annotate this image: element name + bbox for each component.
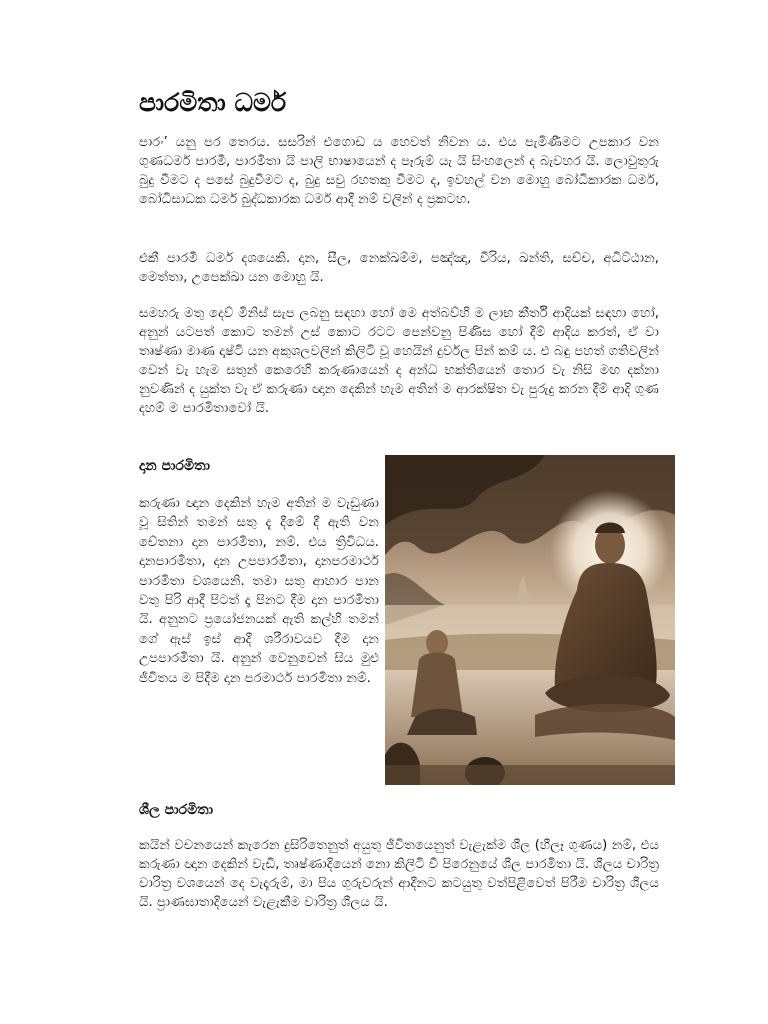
sila-heading: ශීල පාරමිතා — [139, 802, 214, 818]
pure-merit-paragraph: සමහරු මතු දෙව් මිනිස් සැප ලබනු සඳහා හෝ මෙ අත්බව්හි ම ලාභ කීර්ති ආදියක් සඳහා හෝ, අනුන් යටපත් කොට තමන් උස් කොට රටට පෙන්වනු පිණිස හෝ දීම් ආදිය කරත්, ඒ වා තෘෂ්ණා මාණ දෘෂ්ටි යන අකුශලවලින් කිලිටි වූ හෙයින් දුර්වල පින් කම් ය. එ බඳු පහත් ගතිවලින් වෙන් වැ හැම සතුන් කෙරෙහි කරුණායෙන් ද අන්ධ භක්තියෙන් තොර වැ නිසි මඟ දක්නා නුවණින් ද යුක්ත වැ ඒ කරුණා ඥාන දෙකින් හැම අතින් ම ආරක්ෂිත වැ පුරුදු කරන දීම් ආදි ගුණ දහම් ම පාරමිතාවෝ යි. — [139, 306, 659, 416]
buddha-illustration — [385, 455, 675, 785]
ten-paramitas-paragraph: එකී පාරමී ධර්ම දශයෙකි. දාන, සීල, නෙක්ඛම්ම, පඤ්ඤා, වීරිය, ඛන්ති, සච්ච, අධිට්ඨාන, මෙත්තා, උපෙක්ඛා යන මොහු යි. — [139, 251, 659, 285]
sila-paragraph: කයින් වචනයෙන් කැරෙන දුසිරිතෙනුත් අයුතු ජීවිතයෙනුත් වැළැක්ම ශීල (හීලෑ ගුණය) නම්, එය කරුණා ඥාන දෙකින් වැඩි, තෘෂ්ණාදියෙන් නො කිලිටි වී පිරෙනුයේ ශීල පාරමිතා යි. ශීලය චාරිත්‍ර වාරිත්‍ර වශයෙන් දෙ වැදෑරුම්, මා පිය ගුරුවරුන් ආදීනට කටයුතු වත්පිළිවෙත් පිරීම චාරිත්‍ර ශීලය යි. ප්‍රාණඝාතාදියෙන් වැළැකීම වාරිත්‍ර ශීලය යි. — [139, 838, 659, 910]
dana-heading: දාන පාරමිතා — [139, 458, 211, 474]
dana-paragraph: කරුණා ඥාන දෙකින් හැම අතින් ම වැඩුණා වූ සිතින් තමන් සතු දැ දීමේ දී ඇති වන චේතනා දාන පාරමිතා, නම්. එය ත්‍රිවිධය. දානපාරමිතා, දාන උපපාරමිතා, දානපරමාර්ථ පාරමිතා වශයෙනි. තමා සතු ආහාර පාන වතු පිරි ආදී පිටත් දෑ පිනට දීම දාන පාරමිතා යි. අනුනට ප්‍රයෝජනයක් ඇති කල්හි තමන් ගේ ඇස් ඉස් ආදී ශරීරාවයව දීම දාන උපපාරමිතා යි. අනුන් වෙනුවෙන් සිය මුළු ජීවිතය ම පිදීම දාන පරමාර්ථ පාරමිතා නම්. — [139, 496, 379, 686]
intro-paragraph: පාරං’ යනු පර තෙරය. සසරින් එගොඩ ය හෙවත් නිවන ය. එය පැමිණීමට උපකාර වන ගුණධර්ම පාරමී, පාරමිතා යි පාලි භාෂායෙන් ද පෑරුම් යැ යි සිංහලෙන් ද බැවහර යි. ලොවුතුරු බුදු වීමට ද පසේ බුදුවීමට ද, බුදු සවු රහතකු වීමට ද, ඉවහල් වන මොහු බෝධිකාරක ධර්ම, බෝධිසාධක ධර්ම බුද්ධකාරක ධර්ම ආදී නම් වලින් ද ප්‍රකටහ. — [139, 135, 659, 207]
page-title: පාරමිතා ධර්ම — [139, 88, 287, 117]
